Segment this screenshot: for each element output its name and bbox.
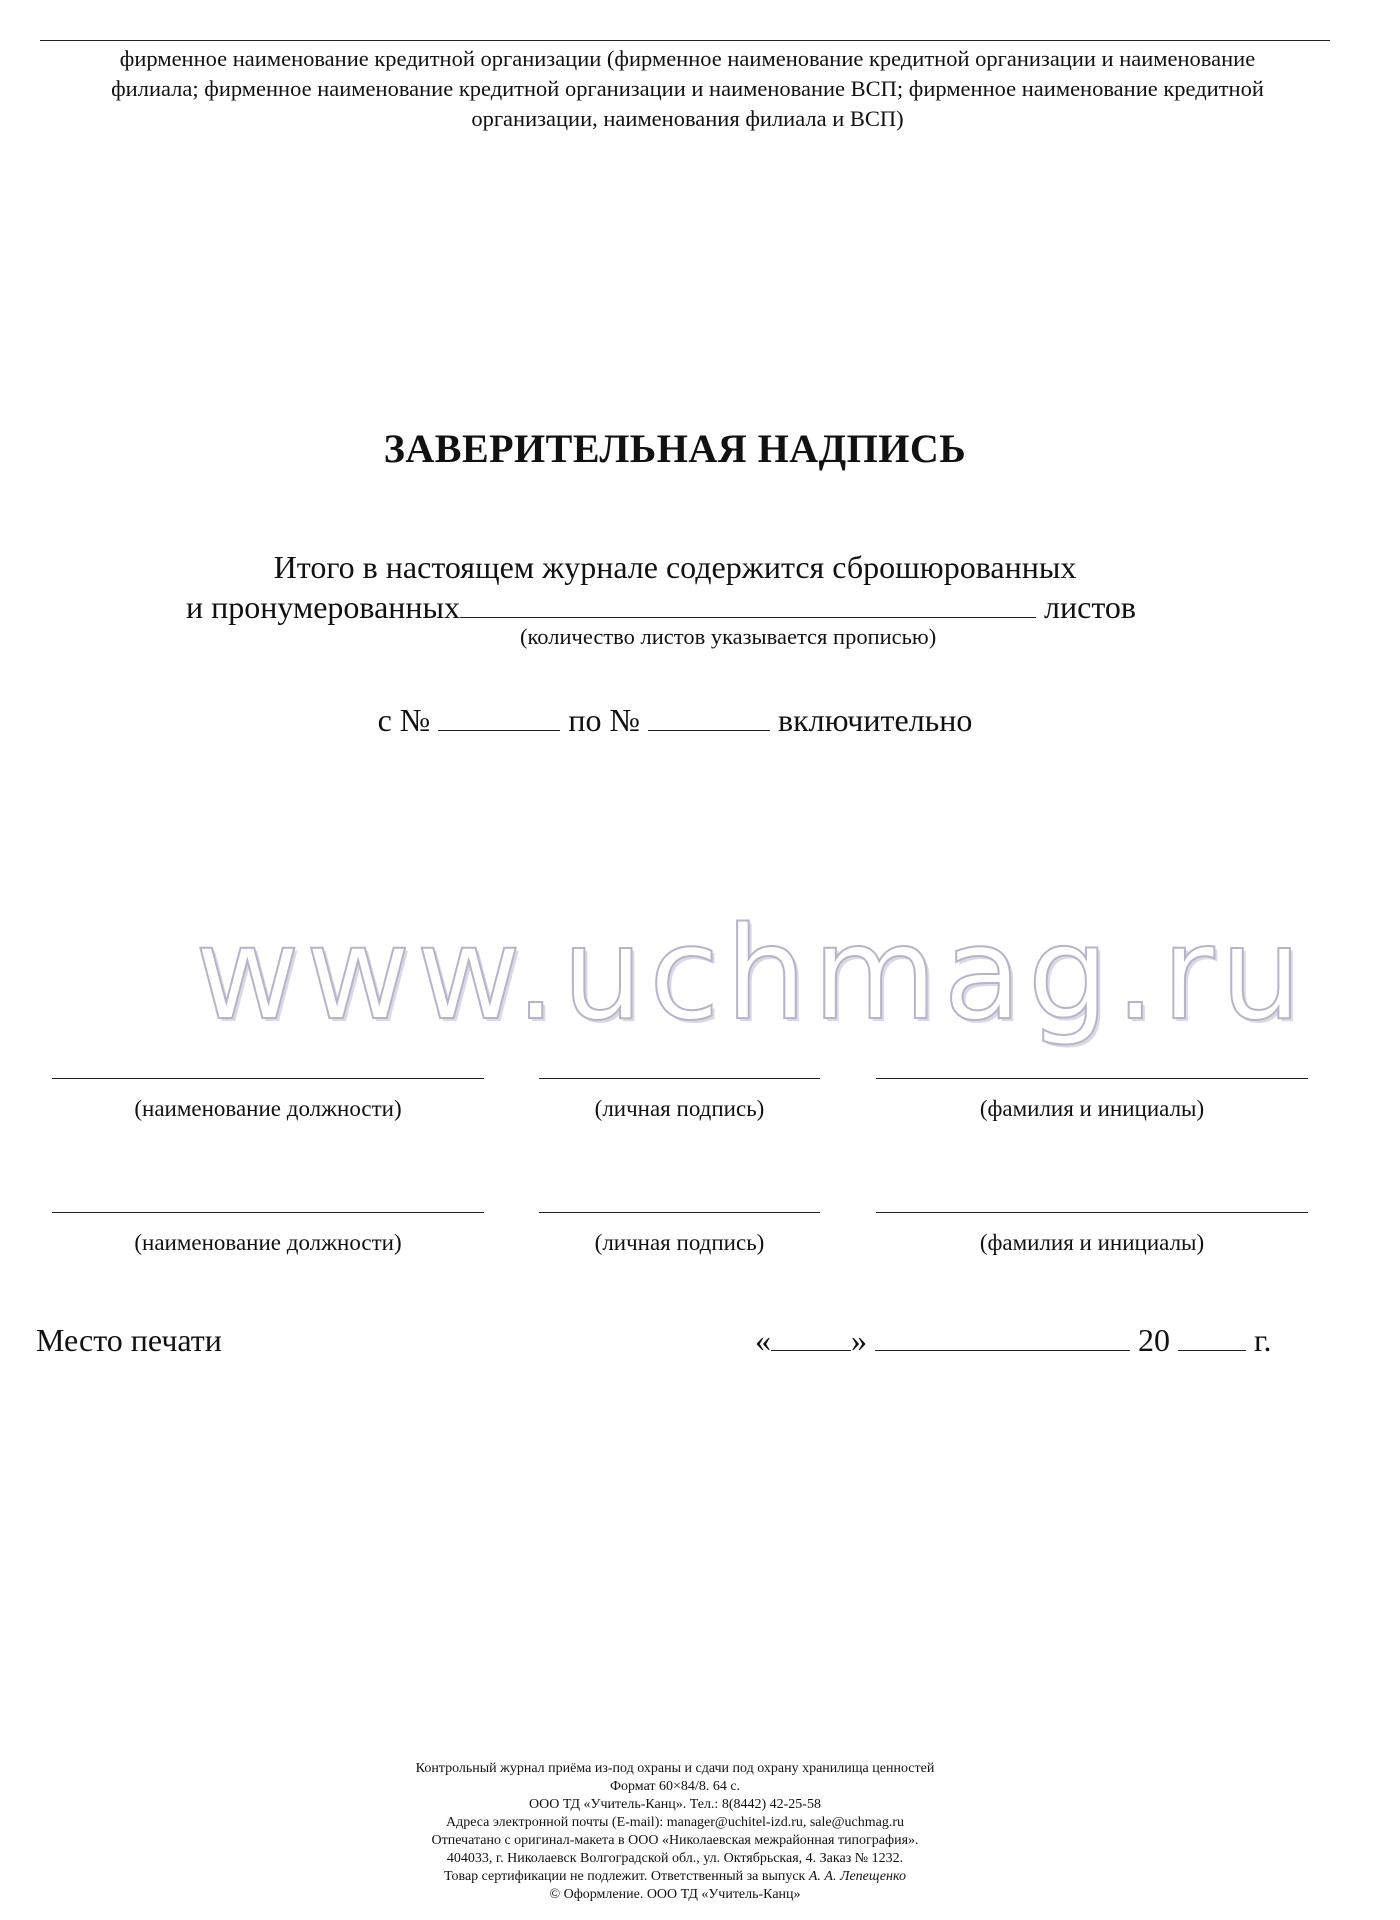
total-statement-line2 (186, 587, 1186, 627)
date-open-quote: « (755, 1322, 771, 1358)
page-range-line (0, 700, 1350, 740)
signature-caption: (личная подпись) (594, 1230, 765, 1255)
stamp-place-label: Место печати (36, 1322, 222, 1358)
range-to-field[interactable] (648, 702, 770, 731)
total-statement-line1: Итого в настоящем журнале содержится сброшюрованных (273, 549, 1077, 585)
month-field[interactable] (875, 1322, 1130, 1351)
year-field[interactable] (1178, 1322, 1246, 1351)
signature-caption: (личная подпись) (594, 1096, 765, 1121)
caption-line: организации, наименования филиала и ВСП) (471, 106, 904, 131)
imprint-line: 404033, г. Николаевск Волгоградской обл., ул. Октябрьская, 4. Заказ № 1232. (446, 1851, 904, 1866)
year-prefix: 20 (1138, 1322, 1170, 1358)
imprint-block (300, 1760, 1050, 1904)
position-line[interactable] (52, 1212, 484, 1213)
total-suffix: листов (1044, 589, 1137, 625)
position-caption: (наименование должности) (134, 1096, 402, 1121)
responsible-name: А. А. Лепещенко (808, 1869, 906, 1884)
imprint-responsible (300, 1868, 1050, 1886)
year-suffix: г. (1254, 1322, 1272, 1358)
name-line[interactable] (876, 1212, 1308, 1213)
header-rule (40, 40, 1330, 41)
date-line (755, 1320, 1272, 1360)
watermark: www.uchmag.ru (195, 900, 1308, 1049)
range-to-label: по № (568, 702, 640, 738)
imprint-line: ООО ТД «Учитель-Канц». Тел.: 8(8442) 42-25-58 (529, 1797, 821, 1812)
name-line[interactable] (876, 1078, 1308, 1079)
day-field[interactable] (771, 1322, 851, 1351)
imprint-line: Отпечатано с оригинал-макета в ООО «Николаевская межрайонная типография». (431, 1833, 919, 1848)
imprint-line: Формат 60×84/8. 64 с. (609, 1779, 741, 1794)
imprint-line: Контрольный журнал приёма из-под охраны и сдачи под охрану хранилища ценностей (415, 1761, 935, 1776)
caption-line: фирменное наименование кредитной организации (фирменное наименование кредитной организации и наименование (119, 46, 1256, 71)
range-from-field[interactable] (438, 702, 560, 731)
date-close-quote: » (851, 1322, 867, 1358)
organization-name-caption (55, 44, 1320, 134)
name-caption: (фамилия и инициалы) (979, 1096, 1205, 1121)
imprint-line: Адреса электронной почты (E-mail): manager@uchitel-izd.ru, sale@uchmag.ru (446, 1815, 904, 1830)
total-prefix: и пронумерованных (186, 589, 461, 625)
caption-line: филиала; фирменное наименование кредитной организации и наименование ВСП; фирменное наименование кредитной (111, 76, 1264, 101)
signature-line[interactable] (539, 1212, 820, 1213)
name-caption: (фамилия и инициалы) (979, 1230, 1205, 1255)
responsible-prefix: Товар сертификации не подлежит. Ответственный за выпуск (444, 1869, 806, 1884)
document-title: ЗАВЕРИТЕЛЬНАЯ НАДПИСЬ (383, 426, 967, 471)
sheets-count-field[interactable] (460, 589, 1036, 618)
position-line[interactable] (52, 1078, 484, 1079)
imprint-copyright: © Оформление. ООО ТД «Учитель-Канц» (549, 1887, 801, 1902)
position-caption: (наименование должности) (134, 1230, 402, 1255)
range-from-label: с № (377, 702, 431, 738)
signature-line[interactable] (539, 1078, 820, 1079)
sheets-count-hint: (количество листов указывается прописью) (520, 624, 937, 649)
range-suffix: включительно (777, 702, 973, 738)
